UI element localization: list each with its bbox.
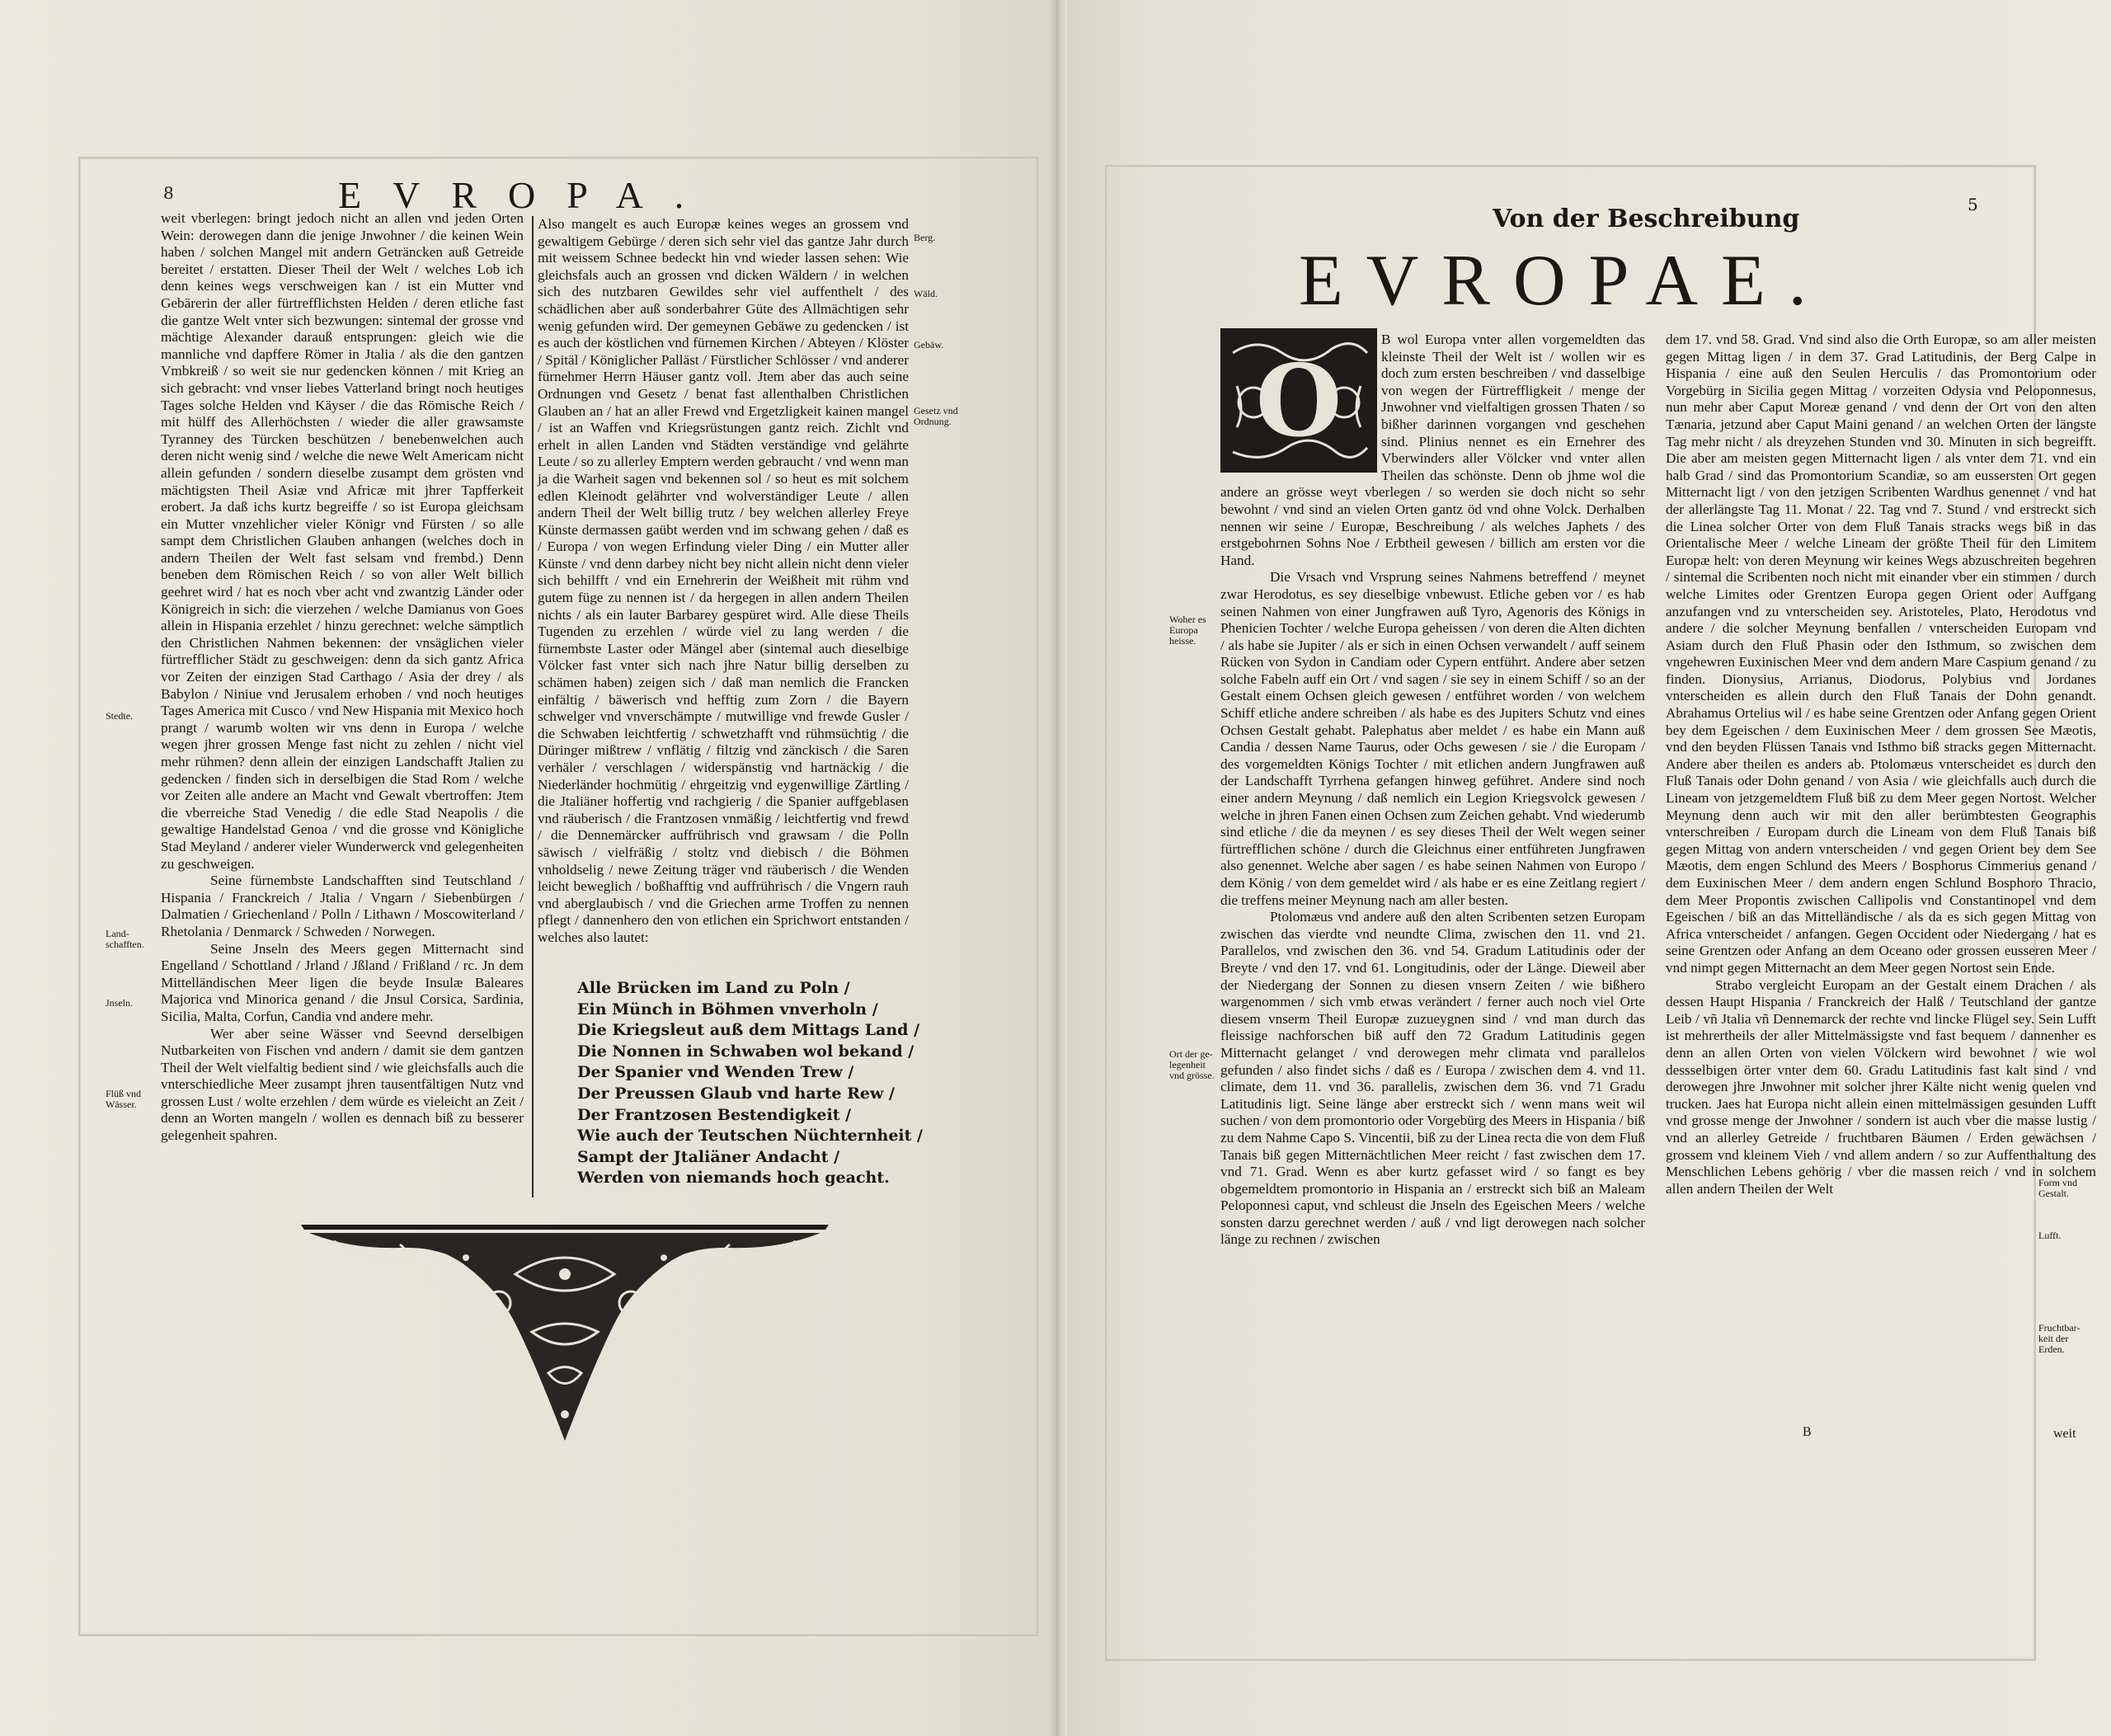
- left-page-number: 8: [163, 183, 174, 203]
- margin-note-fluss: Flüß vnd Wässer.: [106, 1088, 142, 1110]
- dropcap-space: [1220, 332, 1381, 472]
- paragraph: dem 17. vnd 58. Grad. Vnd sind also die Orth Europæ, so am aller meisten gegen Mittag ligen / in dem 37. Grad Latitudinis, der Berg Calpe in Hispania / eine auß den Seulen Herculis / das Promontorium oder Vorgebürg in Sicilia gegen Mittag / vorzeiten Odysia vnd Peloponnesus, nun mehr aber Caput Moreæ genand / vnd denn der Ort von den alten Tænaria, jetzund aber Caput Maini genand / an welchen Orten der längste Tag mehr nicht / als dreyzehen Stunden vnd 30. Minuten in sich begreifft. Die aber am meisten gegen Mitternacht ligen / als vnter dem 71. vnd ein halb Grad / sind das Promontorium Scandiæ, so am eussersten Ort gegen Mitternacht ligt / von den jetzigen Scribenten Wardhus genennet / vnd hat der allerlängste Tag 11. Monat / 22. Tag vnd 7. Stund / vnd erstreckt sich die Linea solcher Orter von dem Fluß Tanais stracks wegs biß in das Orientalische Meer / welche Lineam der größte Theil für den Limitem Europæ helt: von deren Meynung wir keines Wegs abzuschreiten begehren / sintemal die Scribenten noch nicht mit einander vber ein stimmen / durch welche Limites oder Grentzen Europa gegen Orient oder Auffgang anzufangen vnd zu vnterscheiden sey. Aristoteles, Plato, Herodotus vnd andere / die solcher Meynung benfallen / vnterscheiden Europam vnd Asiam durch den Fluß Phasin oder den Isthmum, so zwischen dem vngehewren Euxinischen Meer vnd dem andern Mare Caspium genand / zu finden. Dionysius, Arrianus, Diodorus, Polybius vnd Jordanes vnterscheiden es allein durch den Fluß Tanais der Dohn genandt. Abrahamus Ortelius wil / es habe seine Grentzen oder Anfang gegen Orient bey dem Egeischen / dem Euxinischen Meer / dem grossen See Mæotis, vnd den beyden Flüssen Tanais vnd Isthmo biß stracks gegen Mitternacht. Andere aber theilen es anders ab. Ptolomæus vnterscheidet es durch den Fluß Tanais oder Dohn genand / von Asia / wie gleichfalls auch durch die Lineam von jetzgemeldtem Fluß biß zu dem Meer gegen Nortost. Welcher Meynung denn auch wir mit den aller berümbtesten Geographis vnterschreiben / Europam durch die Lineam von dem Fluß Tanais biß gegen Mittag von andern vnterscheiden / vnd gegen Orient bey dem See Mæotis, dem engen Schlund des Meers / Bosphorus Cimmerius genand / dem Euxinischen Meer / dem andern engen Schlund Bosphoro Thracio, dem Meer Propontis zwischen Callipolis vnd Constantinopel vnd dem Egeischen / biß an das Mittelländische / als da es sich gegen Mittag von Africa vnterscheidet / anfangen. Gegen Occident oder Niedergang / hat es seine Grentzen oder Anfang an dem Oceano oder grossen eusseren Meer / vnd nimpt gegen Mitternacht an dem Meer gegen Nortost sein Ende.: [1666, 332, 2096, 976]
- column-rule: [532, 216, 534, 1197]
- running-head: EVROPA.: [338, 174, 716, 216]
- verse-line: Sampt der Jtaliäner Andacht /: [577, 1147, 840, 1166]
- paragraph: Seine fürnembste Landschafften sind Teutschland / Hispania / Franckreich / Jtalia / Vngarn / Siebenbürgen / Dalmatien / Griechenland / Polln / Lithawn / Moscowiterland / Rhetolania / Denmarck / Schweden / Norwegen.: [161, 873, 524, 939]
- verse-line: Der Spanier vnd Wenden Trew /: [577, 1063, 854, 1082]
- margin-note-wald: Wäld.: [914, 288, 938, 299]
- paragraph: Wer aber seine Wässer vnd Seevnd derselbigen Nutbarkeiten von Fischen vnd andern / damit sie dem gantzen Theil der Welt vielfaltig bedient sind / wie gleichsfalls auch die vnterschiedliche Meer zusampt jhren tausentfältigen Nutz vnd grossen Lust / wolte erzehlen / dem würde es vieleicht an Zeit / denn an Worten mangeln / wollen es dennach biß zu besserer gelegenheit spahren.: [161, 1025, 524, 1144]
- margin-note-gebaw: Gebäw.: [914, 339, 944, 350]
- paragraph: Ptolomæus vnd andere auß den alten Scribenten setzen Europam zwischen das vierdte vnd neundte Clima, zwischen den 11. vnd 21. Parallelos, vnd zwischen den 36. vnd 54. Gradum Latitudinis oder der Breyte / vnd den 17. vnd 61. Longitudinis, oder der Länge. Dieweil aber der Niedergang der Sonnen zu diesen vnsern Zeiten / wie bißhero wargenommen / sich vmb etwas verändert / ferner auch noch viel Orte diesem vnserm Theil Europæ zuzueygnen sind / vnd man durch das fleissige nachforschen biß auff den 72 Gradum Latitudinis gegen Mitternacht gelanget / vnd derowegen mehr climata vnd parallelos gefunden / also findet sichs / daß es / Europa / zwischen dem 4. vnd 11. climate, dem 11. vnd 36. parallelis, zwischen dem 36. vnd 71 Gradu Latitudinis ligt. Seine länge aber erstreckt sich / wenn mans weit wil suchen / von dem promontorio oder Vorgebürg des Meers in Hispania / biß zu dem Nahme Capo S. Vincentii, biß zu der Linea recta die von dem Fluß Tanais biß gegen Mitternächtlichen Meer reicht / fast zwischen dem 17. vnd 71. Grad. Wenn es aber kurtz gefasset wird / so fangt es bey obgemeldtem promontorio in Hispania an / erstreckt sich biß an Maleam Peloponnesi caput, vnd schleust die Jnseln des Egeischen Meers / welche sonsten darzu gerechnet werden / auß / vnd ligt derowegen nach solcher länge zu rechnen / zwischen: [1220, 909, 1645, 1248]
- verse-line: Werden von niemands hoch geacht.: [577, 1169, 890, 1188]
- margin-note-form: Form vnd Gestalt.: [2038, 1177, 2078, 1199]
- catchword: weit: [2053, 1427, 2076, 1441]
- paragraph: Seine Jnseln des Meers gegen Mitternacht sind Engelland / Schottland / Jrland / Jßland / Frißland / rc. Jn dem Mittelländischen Meer ligen die beyde Insulæ Baleares Majorica vnd Minorica genand / die Jnsul Corsica, Sardinia, Sicilia, Malta, Corfun, Candia vnd andere mehr.: [161, 940, 524, 1024]
- margin-note-stedte: Stedte.: [106, 710, 133, 722]
- verse-line: Die Kriegsleut auß dem Mittags Land /: [577, 1021, 920, 1040]
- margin-note-lufft: Lufft.: [2038, 1230, 2062, 1241]
- verse-line: Alle Brücken im Land zu Poln /: [577, 979, 850, 997]
- verse-line: Der Preussen Glaub vnd harte Rew /: [577, 1084, 895, 1103]
- margin-note-inseln: Jnseln.: [106, 997, 133, 1009]
- signature-mark: B: [1803, 1425, 1812, 1439]
- verse-line: Ein Münch in Böhmen vnverholn /: [577, 1000, 878, 1019]
- center-fold: [1047, 0, 1067, 1736]
- tailpiece-ornament: [301, 1225, 829, 1443]
- right-column-2: [1666, 332, 2096, 1197]
- verse-line: Wie auch der Teutschen Nüchternheit /: [577, 1127, 923, 1146]
- proverb-verse: [577, 978, 940, 1189]
- paragraph: Also mangelt es auch Europæ keines weges an grossem vnd gewaltigem Gebürge / deren sich sehr viel das gantze Jahr durch mit weissem Schnee bedeckt hin vnd wieder lassen sehen: Wie gleichsfals auch an grossen vnd dicken Wäldern / in welchen sich des nutzbaren Gewildes sehr viel auffenthelt / des schädlichen aber auß sonderbahrer Güte des Allmächtigen sehr wenig gefunden wird. Der gemeynen Gebäwe zu gedencken / ist es auch der köstlichen vnd fürnemen Kirchen / Abteyen / Klöster / Spitäl / Königlicher Palläst / Fürstlicher Schlösser / vnd anderer fürnehmer Herrn Häuser gantz voll. Jtem aber das auch seine Ordnungen vnd Gesetz / benat fast allenthalben Christlichen Glauben an / hat an aller Frewd vnd Ergetzligkeit kainen mangel / ist an Waffen vnd Kriegsrüstungen gantz reich. Zichlt vnd erhelt in allen Landen vnd Städten verständige vnd gelährte Leute / so zu allerley Emptern werden gebraucht / vnd wenn man ja die Warheit sagen vnd bekennen sol / so heut es mit solchem edlen Kleinodt gelährter vnd wolverständiger Leute / allen andern Theil der Welt billig trutz / bey welchen allerley Freye Künste dermassen gaübt werden vnd im schwang gehen / daß es / Europa / von wegen Erfindung vieler Ding / ein Mutter aller Künste / vnd denn darbey nicht bey nicht allein nicht denn vieler sich behilfft / vnd ein Ernehrerin der Weißheit mit rühm vnd gutem füge zu nennen ist / da hergegen in allen andern Theilen nichts / als ein lauter Barbarey gespüret wird. Alle diese Theils Tugenden zu erzehlen / würde viel zu lang werden / die fürnembste Laster oder Mängel aber (sintemal auch dieselbige Völcker fast vnter sich nach jhre Natur billig derselben zu schämen haben) zeigen sich / daß man nemlich die Francken einfältig / bäwerisch vnd hefftig zum Zorn / die Bayern schwelger vnd vnverschämpte / mutwillige vnd frewde Gusler / die Schwaben leichtfertig / schwetzhafft vnd rühmsüchtig / die Düringer mißtrew / vnflätig / filtzig vnd zänckisch / die Saren verhäler / verschlagen / widerspänstig vnd hartnäckig / die Niederländer hochmütig / ehrgeitzig vnd eygenwillige Zärtling / die Jtaliäner hoffertig vnd rachgierig / die Spanier auffgeblasen vnd räuberisch / die Frantzosen vnmäßig / leichtfertig vnd frewd / die Dennemärcker auffrührisch vnd grawsam / die Polln säwisch / vielfräßig / stoltz vnd diebisch / die Böhmen vnholdselig / newe Zeitung träger vnd räuberisch / die Wenden leicht beweglich / boßhafftig vnd auffrührisch / die Vngern rauh vnd aberglaubisch / vnd die Griechen arme Troffen zu nennen pflegt / dannenhero den von etlichen ein Sprichwort entstanden / welches also lautet:: [538, 216, 909, 945]
- left-column-1: [161, 210, 524, 1145]
- margin-note-landschafften: Land- schafften.: [106, 928, 144, 950]
- margin-note-berg: Berg.: [914, 232, 936, 243]
- paragraph: Strabo vergleicht Europam an der Gestalt einem Drachen / als dessen Haupt Hispania / Franckreich der Halß / Teutschland der gantze Leib / vñ Jtalia vñ Dennemarck der rechte vnd lincke Flügel sey. Sein Lufft ist mehrertheils der aller Mittelmässigste vnd fast bequem / dannenher es denn an allen Orten von vielen Völckern wird bewohnet / wie wol dessselbigen örter vnter dem 60. Gradu Latitudinis fast kalt sind / vnd derowegen jhre Jnwohner mit solcher jhrer Kälte nicht wenig quelen vnd trucken. Jaes hat Europa nicht allein einen mittelmässigen gesunden Lufft vnd grosse menge der Jnwohner / sondern ist auch vber die masse lustig / vnd an allerley Getreide / fruchtbaren Bäumen / Erden gewächsen / grossem vnd kleinem Vieh / vnd allem andern / so zur Auffenthaltung des Menschlichen Lebens gehörig / vber die massen reich / vnd in solchem allen andern Theilen der Welt: [1666, 976, 2096, 1197]
- verse-line: Die Nonnen in Schwaben wol bekand /: [577, 1042, 914, 1061]
- right-page-number: 5: [1968, 195, 1978, 214]
- right-column-1: [1220, 332, 1645, 1249]
- margin-note-woher: Woher es Europa heisse.: [1169, 614, 1206, 647]
- paragraph: [1220, 332, 1645, 569]
- paragraph-text: B wol Europa vnter allen vorgemeldten das kleinste Theil der Welt ist / wollen wir es doch zum ersten beschreiben / vnd dasselbige von wegen der Fürtreffligkeit / menge der Jnwohner vnd vielfaltigen grossen Thaten / so bißher darinnen vorgangen vnd geschehen sind. Plinius nennet es ein Ernehrer des Vberwinders aller Völcker vnd vnter allen Theilen das schönste. Denn ob jhme wol die andere an grösse weyt vberlegen / so werden sie doch nicht so sehr bewohnt / vnd sind an vielen Orten gantz öd vnd ohne Volck. Derhalben nennen wir seine / Europæ, Beschreibung / als welches Japhets / des erstgebohrnen Sohns Noe / Erbtheil gewesen / billich am ersten vor die Hand.: [1220, 332, 1645, 568]
- margin-note-gesetz: Gesetz vnd Ordnung.: [914, 405, 958, 427]
- verse-line: Der Frantzosen Bestendigkeit /: [577, 1105, 852, 1124]
- margin-note-frucht: Fruchtbar- keit der Erden.: [2038, 1322, 2080, 1355]
- page-subtitle: Von der Beschreibung: [1493, 205, 1800, 233]
- dropcap-letter: O: [1255, 343, 1342, 459]
- paragraph: weit vberlegen: bringt jedoch nicht an allen vnd jeden Orten Wein: derowegen dann die jenige Jnwohner / die keinen Wein haben / solchen Mangel mit andern Geträncken auß Getreide bereitet / erstatten. Dieser Theil der Welt / welches Lob ich denn keines wegs verschweigen kan / ist ein Mutter vnd Gebärerin der aller fürtrefflichsten Helden / deren etliche fast die gantze Welt vnter sich bezwungen: sintemal der grosse vnd mächtige Alexander darauß entsprungen: gleich wie die mannliche vnd dapffere Römer in Jtalia / als die den gantzen Vmbkreiß / so weit sie nur gedencken können / mit Krieg an sich gebracht: vnd vnser liebes Vatterland bringt noch heutiges Tages solche Helden vnd Käyser / die das Römische Reich / mit hülff des Allerhöchsten / wieder die aller grawsamste Tyranney des Türcken beschützen / benebenwelchen auch deren nicht wenig sind / welche die newe Welt Americam nicht allein gefunden / sondern dieselbe zusampt dem grösten vnd mächtigsten Theil Asiæ vnd Africæ mit jhrer Tapfferkeit erobert. Ja daß ichs kurtz begreiffe / so ist Europa gleichsam ein Mutter vnzehlicher vieler Königr vnd Fürsten / so alle sampt dem Christlichen Glauben anhangen (welches doch in andern Theilen der Welt fast selsam vnd frembd.) Denn beneben dem Römischen Reich / so von aller Welt billich geehret wird / hat es noch vber acht vnd zwantzig Länder oder Königreich in sich: die vierzehen / welche Damianus von Goes allein in Hispania erzehlet / hinzu gerechnet: welche sämptlich den Christlichen Nahmen bekennen: der vnsäglichen vieler fürtrefflicher Städt zu geschweigen: denn da sich gantz Africa vor Zeiten der einzigen Stad Carthago / Asia der drey / als Babylon / Niniue vnd Jerusalem erhoben / vnd noch heutiges Tages America mit Cusco / vnd New Hispania mit Mexico hoch prangt / warumb wolten wir vns denn in Europa / welche wegen jhrer grossen Menge fast nicht zu zehlen / nicht viel mehr rühmen? denn allein der einzigen Landschafft Jtalien zu gedencken / finden sich in derselbigen die Stad Rom / welche vor Zeiten alle andere an Macht vnd Gewalt vbertroffen: Jtem die vberreiche Stad Venedig / die edle Stad Neapolis / die gewaltige Handelstad Genoa / vnd die grosse vnd Königliche Stad Meyland / anderer vieler Wunderwerck vnd gelegenheiten zu geschweigen.: [161, 210, 524, 872]
- page-title: EVROPAE.: [1299, 241, 1830, 321]
- paragraph: Die Vrsach vnd Vrsprung seines Nahmens betreffend / meynet zwar Herodotus, es sey dieselbige vnbewust. Etliche geben vor / es hab seinen Nahmen von einer Jungfrawen auß Tyro, Agenoris des Königs in Phenicien Tochter / welche Europa geheissen / von deren die Alten dichten / als habe sie Jupiter / als er sich in einen Ochsen verwandelt / auff seinem Rücken von Sydon in Candiam oder Cypern entführt. Andere aber setzen solche Fabeln auff ein Ort / vnd sagen / sie sey in einem Schiff / so an der Gestalt einem Ochsen gleich gewesen / entführet worden / von welchem Schiff etliche andere schreiben / als habe es des Jupiters Schutz vnd eines Ochsen Gestalt gehabt. Palephatus aber meldet / es habe ein Mann auß Candia / dessen Name Taurus, oder Ochs gewesen / sie / die Europam / des vorgemeldten Königs Tochter / mit etlichen andern Jungfrawen auß der Landschafft Tyrrhena gefangen hinweg geführet. Andere sind noch einer andern Meynung / daß nemlich ein Legion Kriegsvolck gewesen / welche in jhren Fanen einen Ochsen zum Zeichen gehabt. Vnd wiederumb sind etliche / die da meynen / es sey dieses Theil der Welt wegen seiner fürtrefflichen schöne / durch die Gleichnus einer entführeten Jungfrawen also genennet. Welche aber sagen / es habe seinen Nahmen von Europo / dem König / von dem gemeldet wird / als habe er es eine Zeitlang regiert / die treffens meiner Meynung nach am aller besten.: [1220, 569, 1645, 908]
- margin-note-ort: Ort der ge- legenheit vnd grösse.: [1169, 1048, 1215, 1081]
- left-column-2: [538, 216, 909, 947]
